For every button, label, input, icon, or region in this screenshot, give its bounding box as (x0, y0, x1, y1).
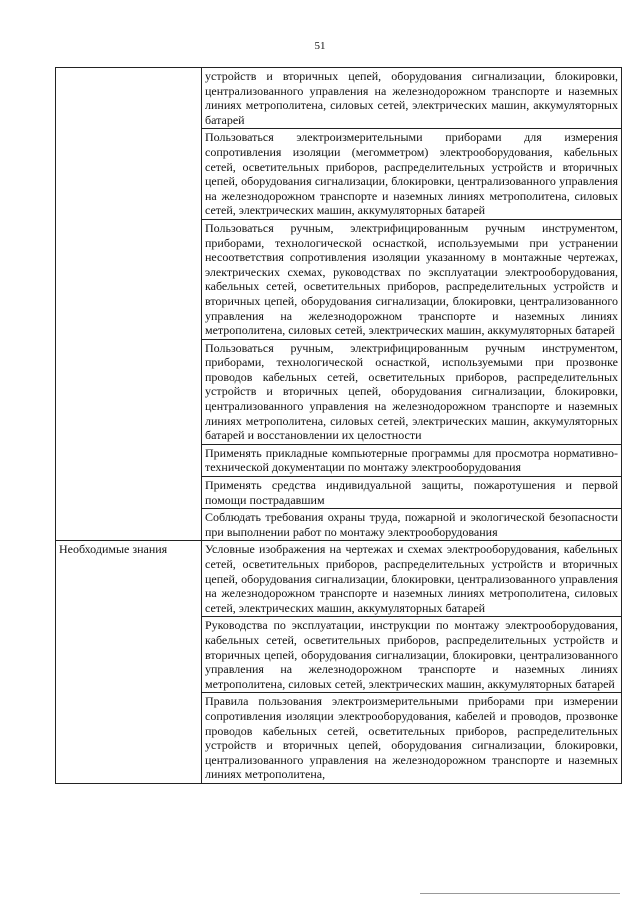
footer-rule (420, 893, 620, 894)
row-label (56, 68, 202, 541)
row-text: Условные изображения на чертежах и схемах электрооборудования, кабельных сетей, осветительных приборов, распределительных устройств и вторичных цепей, оборудования сигнализации, блокировки, централизованного управления на железнодорожном транспорте и наземных линиях метрополитена, силовых сетей, электрических машин, аккумуляторных батарей (202, 541, 622, 617)
row-text: Применять прикладные компьютерные программы для просмотра нормативно-технической документации по монтажу электрооборудования (202, 444, 622, 476)
row-text: Пользоваться ручным, электрифицированным ручным инструментом, приборами, технологической оснасткой, используемыми при устранении несоответствия сопротивления изоляции указанному в монтажные чертежах, электрических схемах, руководствах по эксплуатации электрооборудования, кабельных сетей, осветительных приборов, распределительных устройств и вторичных цепей, оборудования сигнализации, блокировки, централизованного управления на железнодорожном транспорте и наземных линиях метрополитена, силовых сетей, электрических машин, аккумуляторных батарей (202, 219, 622, 339)
row-text: Пользоваться электроизмерительными приборами для измерения сопротивления изоляции (мегомметром) электрооборудования, кабельных сетей, осветительных приборов, распределительных устройств и вторичных цепей, оборудования сигнализации, блокировки, централизованного управления на железнодорожном транспорте и наземных линиях метрополитена, силовых сетей, электрических машин, аккумуляторных батарей (202, 129, 622, 220)
page-number: 51 (314, 40, 326, 52)
table-row (56, 541, 622, 617)
row-text: Применять средства индивидуальной защиты, пожаротушения и первой помощи пострадавшим (202, 477, 622, 509)
table-row (56, 68, 622, 129)
row-text: Соблюдать требования охраны труда, пожарной и экологической безопасности при выполнении работ по монтажу электрооборудования (202, 509, 622, 541)
row-text: Пользоваться ручным, электрифицированным ручным инструментом, приборами, технологической оснасткой, используемыми при прозвонке проводов кабельных сетей, осветительных приборов, распределительных устройств и вторичных цепей, оборудования сигнализации, блокировки, централизованного управления на железнодорожном транспорте и наземных линиях метрополитена, силовых сетей, электрических машин, аккумуляторных батарей и восстановлении их целостности (202, 339, 622, 444)
row-text: Правила пользования электроизмерительными приборами при измерении сопротивления изоляции электрооборудования, кабелей и проводов, прозвонке проводов кабельных сетей, осветительных приборов, распределительных устройств и вторичных цепей, оборудования сигнализации, блокировки, централизованного управления на железнодорожном транспорте и наземных линиях метрополитена, (202, 693, 622, 784)
requirements-table (55, 67, 622, 784)
row-text: устройств и вторичных цепей, оборудования сигнализации, блокировки, централизованного управления на железнодорожном транспорте и наземных линиях метрополитена, силовых сетей, электрических машин, аккумуляторных батарей (202, 68, 622, 129)
row-text: Руководства по эксплуатации, инструкции по монтажу электрооборудования, кабельных сетей, осветительных приборов, распределительных устройств и вторичных цепей, оборудования сигнализации, блокировки, централизованного управления на железнодорожном транспорте и наземных линиях метрополитена, силовых сетей, электрических машин, аккумуляторных батарей (202, 617, 622, 693)
section-label-knowledge: Необходимые знания (56, 541, 202, 784)
